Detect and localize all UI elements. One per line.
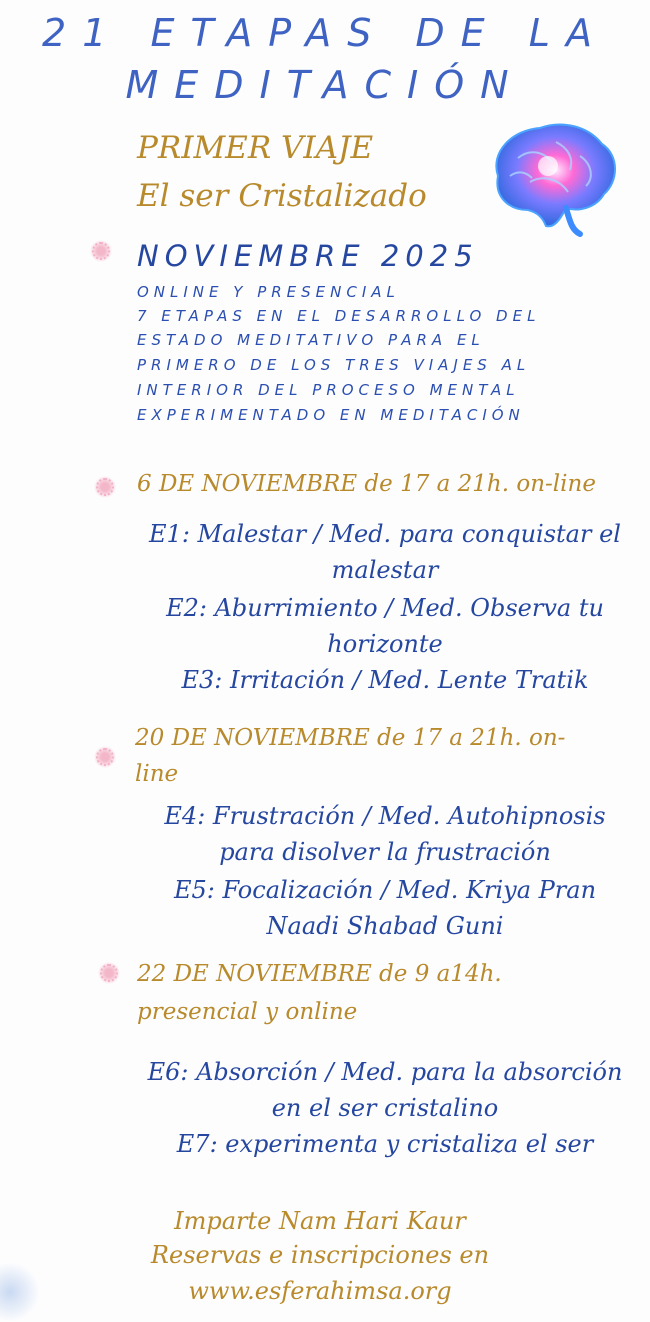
session1-item: malestar [331,556,439,584]
footer-bookings: Reservas e inscripciones en [150,1241,490,1269]
month-desc-6: EXPERIMENTADO EN MEDITACIÓN [137,406,525,424]
session2-date: 20 DE NOVIEMBRE de 17 a 21h. on- [135,725,566,751]
month-heading: NOVIEMBRE 2025 [137,239,479,273]
session3-item: E6: Absorción / Med. para la absorción [147,1058,623,1086]
session3-item: E7: experimenta y cristaliza el ser [176,1130,594,1158]
month-desc-5: INTERIOR DEL PROCESO MENTAL [137,381,520,399]
subtitle-crystallized: El ser Cristalizado [137,178,427,214]
flower-bullet-icon [94,746,116,768]
session2-item: E5: Focalización / Med. Kriya Pran [173,876,597,904]
session3-date: 22 DE NOVIEMBRE de 9 a14h. [137,961,502,987]
month-desc-3: ESTADO MEDITATIVO PARA EL [137,331,485,349]
session3-date-cont: presencial y online [137,999,358,1025]
month-desc-1: ONLINE Y PRESENCIAL [137,283,400,301]
session1-item: E1: Malestar / Med. para conquistar el [149,520,621,548]
session1-item: horizonte [327,630,443,658]
page-title-line1: 21 ETAPAS DE LA [42,11,608,55]
brain-illustration [470,112,630,240]
month-desc-2: 7 ETAPAS EN EL DESARROLLO DEL [137,307,541,325]
flower-bullet-icon [98,962,120,984]
session3-item: en el ser cristalino [271,1094,499,1122]
page-title-line2: MEDITACIÓN [125,63,525,107]
session2-date-cont: line [135,761,179,787]
subtitle-journey: PRIMER VIAJE [137,130,374,166]
session1-item: E3: Irritación / Med. Lente Tratik [181,666,589,694]
month-desc-4: PRIMERO DE LOS TRES VIAJES AL [137,356,531,374]
footer-instructor: Imparte Nam Hari Kaur [174,1207,466,1235]
session2-item: para disolver la frustración [219,838,551,866]
footer-website[interactable]: www.esferahimsa.org [188,1277,452,1305]
decorative-blot [0,1262,40,1322]
session2-item: Naadi Shabad Guni [266,912,504,940]
session2-item: E4: Frustración / Med. Autohipnosis [164,802,606,830]
flower-bullet-icon [90,240,112,262]
session1-date: 6 DE NOVIEMBRE de 17 a 21h. on-line [137,471,596,497]
flower-bullet-icon [94,476,116,498]
session1-item: E2: Aburrimiento / Med. Observa tu [166,594,604,622]
